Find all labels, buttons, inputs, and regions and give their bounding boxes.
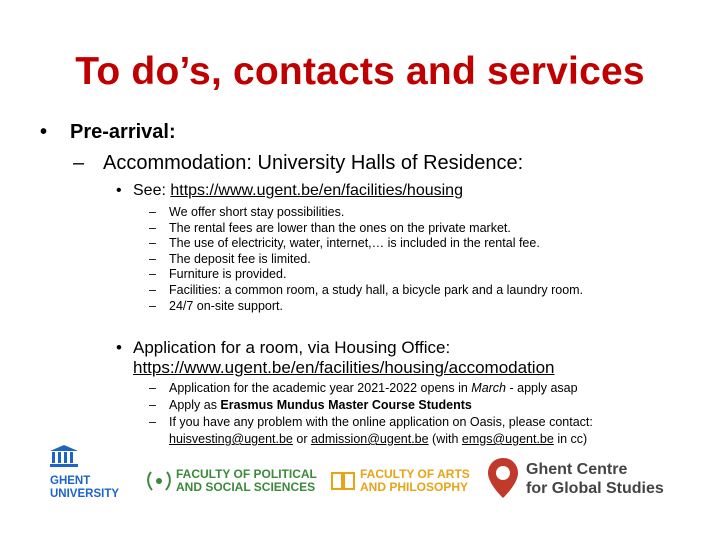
- list-item: – We offer short stay possibilities.: [149, 205, 345, 219]
- university-building-icon: [50, 445, 78, 467]
- list-item: – The use of electricity, water, internet,… is included in the rental fee.: [149, 236, 540, 251]
- month-emphasis: March: [471, 381, 507, 395]
- list-item: – Application for the academic year 2021-2022 opens in March - apply asap: [149, 381, 578, 395]
- ghent-university-name: GHENT UNIVERSITY: [50, 475, 120, 500]
- dash: –: [149, 381, 156, 395]
- bullet: •: [116, 182, 122, 199]
- housing-details-list: [149, 205, 583, 314]
- faculty-political-name: FACULTY OF POLITICAL AND SOCIAL SCIENCES: [176, 467, 317, 494]
- logo-row: [0, 440, 720, 510]
- list-item: – The rental fees are lower than the ones on the private market.: [149, 220, 511, 235]
- list-item: – Apply as Erasmus Mundus Master Course Students: [149, 398, 472, 412]
- accommodation-link[interactable]: https://www.ugent.be/en/facilities/housing/accomodation: [133, 358, 555, 377]
- list-item: – The deposit fee is limited.: [149, 251, 311, 266]
- application-label: Application for a room, via Housing Office:: [133, 338, 451, 357]
- application-text: [133, 338, 653, 378]
- accommodation-label: Accommodation: University Halls of Residence:: [103, 152, 524, 174]
- student-type: Erasmus Mundus Master Course Students: [220, 398, 472, 412]
- application-details-list: [149, 380, 593, 448]
- dash: –: [149, 282, 156, 297]
- bullet: •: [40, 121, 48, 143]
- dash: –: [149, 267, 156, 282]
- dash: –: [149, 251, 156, 266]
- dash: –: [149, 415, 156, 429]
- dash: –: [149, 236, 156, 251]
- pre-arrival-label: Pre-arrival:: [70, 121, 176, 143]
- map-pin-icon: [488, 458, 518, 498]
- ghent-centre-name: Ghent Centre for Global Studies: [526, 461, 664, 497]
- ghent-university-logo: [50, 445, 130, 501]
- dash: –: [149, 220, 156, 235]
- dash: –: [149, 398, 156, 412]
- list-item: – Furniture is provided.: [149, 267, 287, 282]
- dash: –: [149, 298, 156, 313]
- bullet: •: [116, 338, 122, 357]
- laurel-icon: [146, 468, 172, 494]
- book-icon: [330, 468, 356, 494]
- slide-title: To do’s, contacts and services: [75, 50, 645, 93]
- see-housing-text: [133, 182, 463, 200]
- list-item: – Facilities: a common room, a study hall, a bicycle park and a laundry room.: [149, 282, 584, 297]
- see-prefix: See:: [133, 182, 171, 199]
- dash: –: [149, 205, 156, 219]
- email-link-emgs[interactable]: emgs@ugent.be: [461, 432, 554, 446]
- dash: –: [73, 152, 85, 174]
- email-link-housing[interactable]: huisvesting@ugent.be: [169, 432, 293, 446]
- housing-link[interactable]: https://www.ugent.be/en/facilities/housing: [170, 182, 463, 199]
- list-item: – 24/7 on-site support.: [149, 298, 283, 313]
- faculty-arts-name: FACULTY OF ARTS AND PHILOSOPHY: [360, 467, 470, 494]
- email-link-admission[interactable]: admission@ugent.be: [310, 432, 429, 446]
- list-item: – If you have any problem with the online application on Oasis, please contact: huisvesting@ugent.be or admission@ugent.be (with emgs@ugent.be in cc): [149, 415, 593, 446]
